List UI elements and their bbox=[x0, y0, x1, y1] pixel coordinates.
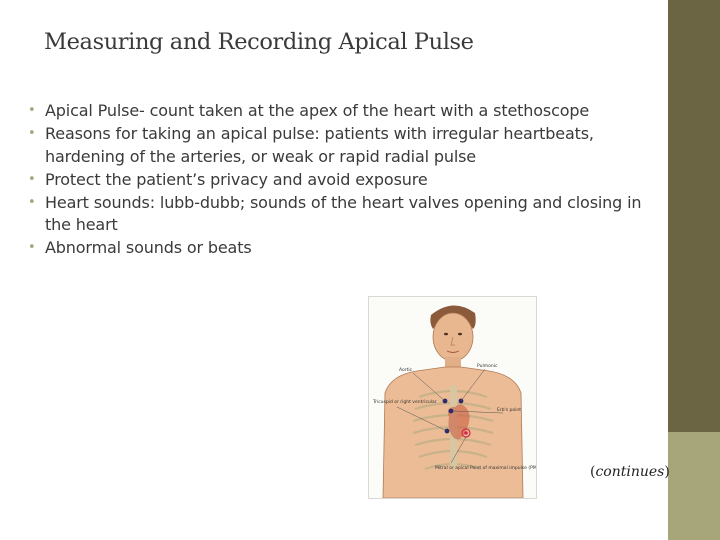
bullet-item bbox=[28, 192, 656, 237]
caption-close: ) bbox=[664, 464, 670, 480]
erbs-point-label: Erb's point bbox=[497, 408, 522, 413]
bullet-icon: • bbox=[28, 171, 36, 187]
bullet-text: Reasons for taking an apical pulse: patients with irregular heartbeats, hardening of the arteries, or weak or rapid radial pulse bbox=[45, 124, 594, 166]
bullet-icon: • bbox=[28, 240, 36, 255]
continues-caption bbox=[590, 464, 670, 480]
bullet-text: Abnormal sounds or beats bbox=[45, 238, 252, 257]
sidebar-accent-block bbox=[668, 432, 720, 540]
chest-auscultation-figure bbox=[368, 296, 537, 499]
aortic-label: Aortic bbox=[399, 368, 413, 373]
torso-illustration bbox=[369, 297, 536, 498]
bullet-icon: • bbox=[28, 126, 36, 141]
bullet-item bbox=[28, 100, 656, 123]
bullet-item bbox=[28, 123, 656, 168]
caption-word: continues bbox=[595, 464, 665, 480]
mitral-label: Mitral or apical Point of maximal impulse (PMI) bbox=[435, 466, 536, 471]
bullet-text: Heart sounds: lubb-dubb; sounds of the heart valves opening and closing in the heart bbox=[45, 192, 642, 234]
caption-open: ( bbox=[590, 464, 596, 480]
bullet-icon: • bbox=[28, 194, 36, 210]
slide-title: Measuring and Recording Apical Pulse bbox=[44, 29, 474, 55]
bullet-icon: • bbox=[28, 103, 36, 118]
pulmonic-label: Pulmonic bbox=[477, 364, 498, 369]
bullet-text: Protect the patient’s privacy and avoid exposure bbox=[45, 169, 428, 189]
bullet-text: Apical Pulse- count taken at the apex of the heart with a stethoscope bbox=[45, 101, 590, 120]
tricuspid-label: Tricuspid or right ventricular bbox=[373, 400, 437, 405]
bullet-list bbox=[28, 100, 656, 260]
bullet-item bbox=[28, 237, 656, 260]
bullet-item bbox=[28, 169, 656, 192]
